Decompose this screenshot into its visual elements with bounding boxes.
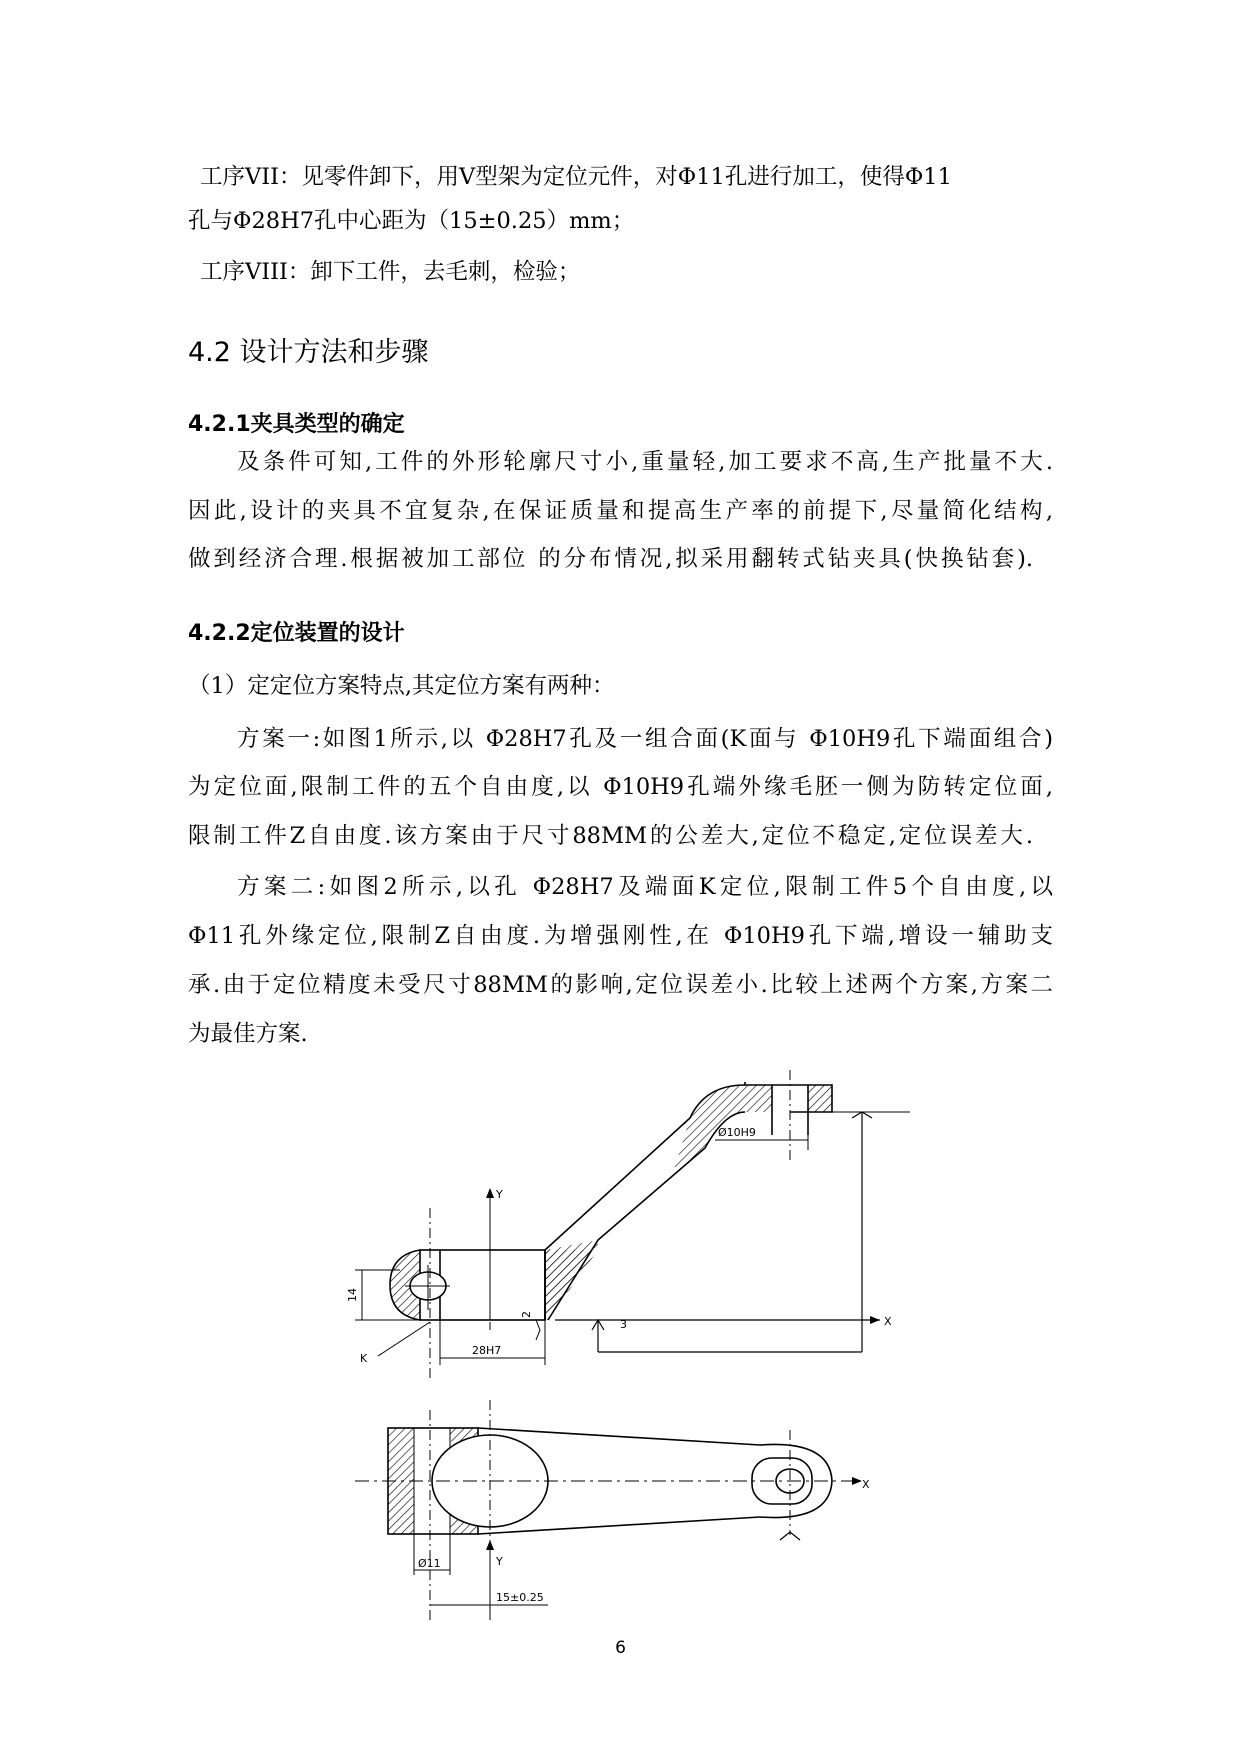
label-10h9: Ø10H9 [718, 1126, 756, 1139]
label-x-bottom: X [862, 1478, 870, 1491]
label-x-top: X [884, 1315, 892, 1328]
sub2-intro: （1）定定位方案特点,其定位方案有两种： [188, 673, 615, 699]
scheme2-line-3: 承.由于定位精度未受尺寸88MM的影响,定位误差小.比较上述两个方案,方案二 [188, 972, 1053, 998]
label-3: 3 [620, 1318, 627, 1331]
label-14: 14 [346, 1288, 359, 1302]
scheme2-line-2: Φ11孔外缘定位,限制Z自由度.为增强刚性,在 Φ10H9孔下端,增设一辅助支 [188, 923, 1053, 949]
sub1-line-2: 因此,设计的夹具不宜复杂,在保证质量和提高生产率的前提下,尽量简化结构, [188, 498, 1053, 524]
plan-view [355, 1400, 862, 1620]
label-y-bottom: Y [496, 1555, 503, 1568]
label-11: Ø11 [418, 1557, 441, 1570]
label-28h7: 28H7 [472, 1344, 502, 1357]
label-15: 15±0.25 [496, 1591, 544, 1604]
scheme2-line-4: 为最佳方案. [188, 1021, 308, 1047]
scheme1-line-3: 限制工件Z自由度.该方案由于尺寸88MM的公差大,定位不稳定,定位误差大. [188, 823, 1033, 849]
scheme2-line-1: 方案二:如图2所示,以孔 Φ28H7及端面K定位,限制工件5个自由度,以 [237, 874, 1053, 900]
sub1-line-1: 及条件可知,工件的外形轮廓尺寸小,重量轻,加工要求不高,生产批量不大. [237, 449, 1053, 475]
process-eight: 工序VIII：卸下工件，去毛刺，检验； [200, 259, 581, 285]
arm-inner-edge [548, 1112, 745, 1320]
label-k: K [360, 1352, 368, 1365]
boss-hatch-right [808, 1085, 832, 1112]
scheme1-line-2: 为定位面,限制工件的五个自由度,以 Φ10H9孔端外缘毛胚一侧为防转定位面, [188, 774, 1053, 800]
sub1-line-3: 做到经济合理.根据被加工部位 的分布情况,拟采用翻转式钻夹具(快换钻套). [188, 546, 1033, 572]
subsection-title-2: 4.2.2定位装置的设计 [188, 621, 405, 646]
page-number: 6 [615, 1638, 626, 1658]
process-seven-line2: 孔与Φ28H7孔中心距为（15±0.25）mm； [188, 208, 635, 234]
process-seven-line1: 工序VII：见零件卸下，用V型架为定位元件，对Φ11孔进行加工，使得Φ11 [200, 164, 952, 190]
subsection-title-1: 4.2.1夹具类型的确定 [188, 412, 405, 437]
boss-hatch-left [745, 1085, 772, 1112]
scheme1-line-1: 方案一:如图1所示,以 Φ28H7孔及一组合面(K面与 Φ10H9孔下端面组合) [237, 726, 1053, 752]
front-view [355, 1070, 910, 1380]
section-title: 4.2 设计方法和步骤 [188, 337, 429, 368]
label-y-top: Y [496, 1188, 503, 1201]
label-2: 2 [520, 1311, 533, 1318]
